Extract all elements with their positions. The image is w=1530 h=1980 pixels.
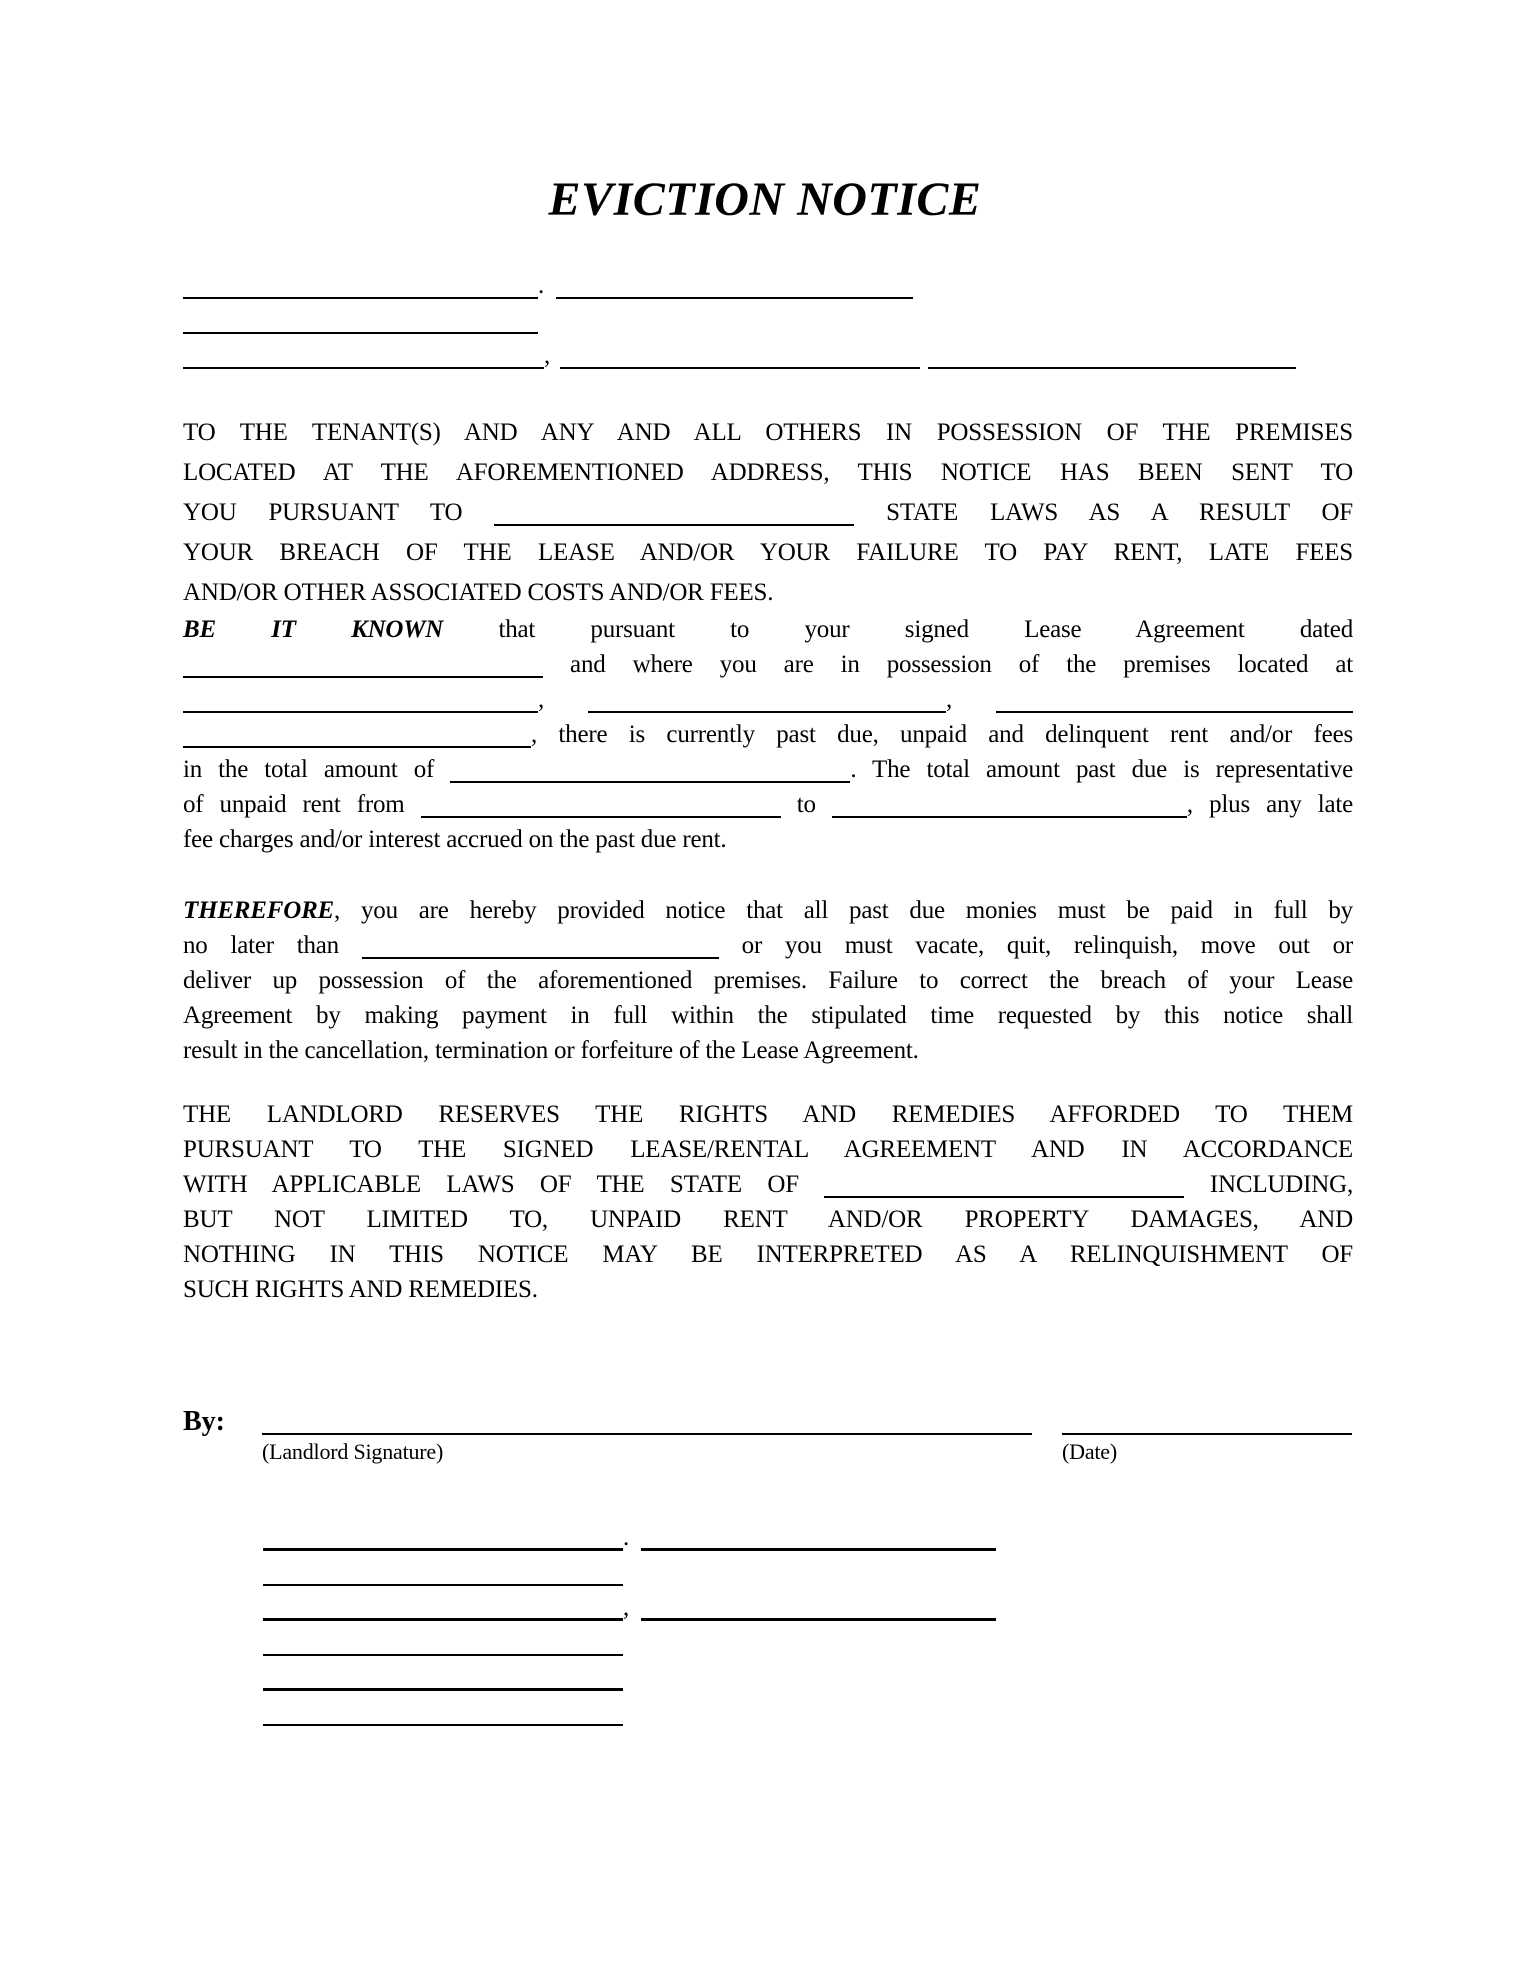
blank-field[interactable] bbox=[560, 367, 920, 369]
text-segment: Agreement by making payment in full within the stipulated time requested by this notice shall bbox=[183, 1002, 1353, 1029]
fill-in-row bbox=[183, 338, 1353, 373]
blank-field[interactable] bbox=[263, 1724, 623, 1726]
date-area bbox=[1062, 1405, 1352, 1465]
text-line bbox=[183, 647, 1353, 682]
blank-field[interactable] bbox=[183, 297, 538, 299]
blank-field[interactable] bbox=[996, 711, 1353, 713]
blank-field[interactable] bbox=[263, 1618, 623, 1621]
blank-field[interactable] bbox=[263, 1548, 623, 1551]
text-segment: INCLUDING, bbox=[1184, 1171, 1353, 1198]
blank-field[interactable] bbox=[183, 711, 538, 713]
blank-field[interactable] bbox=[183, 746, 531, 748]
blank-field[interactable] bbox=[183, 367, 544, 369]
blank-field[interactable] bbox=[183, 332, 538, 334]
text-line bbox=[183, 1167, 1353, 1202]
fill-in-row bbox=[183, 268, 1353, 303]
addressee-fill-in-block bbox=[183, 268, 1353, 373]
text-segment: no later than bbox=[183, 932, 362, 959]
signature-block bbox=[183, 1405, 1353, 1465]
emphasized-phrase: THEREFORE bbox=[183, 897, 335, 924]
text-segment: or you must vacate, quit, relinquish, move out or bbox=[718, 932, 1353, 959]
landlord-signature-area bbox=[262, 1405, 1032, 1465]
fill-in-row bbox=[263, 1590, 1353, 1625]
blank-field[interactable] bbox=[588, 711, 946, 713]
paragraph-notice-to-tenant bbox=[183, 413, 1353, 613]
landlord-signature-line[interactable] bbox=[262, 1405, 1032, 1435]
text-line bbox=[183, 1202, 1353, 1237]
text-segment: SUCH RIGHTS AND REMEDIES. bbox=[183, 1276, 538, 1303]
text-line bbox=[183, 1097, 1353, 1132]
text-line bbox=[183, 413, 1353, 453]
text-segment: and where you are in possession of the premises located at bbox=[543, 651, 1353, 678]
text-segment: YOU PURSUANT TO bbox=[183, 499, 495, 526]
fill-in-row bbox=[263, 1520, 1353, 1555]
text-segment: , plus any late bbox=[1186, 791, 1353, 818]
text-segment: deliver up possession of the aforementioned premises. Failure to correct the breach of your Lease bbox=[183, 967, 1353, 994]
date-label: (Date) bbox=[1062, 1439, 1117, 1464]
emphasized-phrase: BE IT KNOWN bbox=[183, 616, 444, 643]
text-segment: in the total amount of bbox=[183, 756, 451, 783]
text-segment: WITH APPLICABLE LAWS OF THE STATE OF bbox=[183, 1171, 825, 1198]
text-line bbox=[183, 998, 1353, 1033]
blank-field[interactable] bbox=[641, 1548, 996, 1551]
text-segment: STATE LAWS AS A RESULT OF bbox=[854, 499, 1353, 526]
landlord-address-fill-in-block bbox=[263, 1520, 1353, 1730]
text-segment: , bbox=[544, 342, 551, 369]
blank-field[interactable] bbox=[450, 781, 850, 783]
text-segment: PURSUANT TO THE SIGNED LEASE/RENTAL AGREEMENT AND IN ACCORDANCE bbox=[183, 1136, 1353, 1163]
text-line bbox=[183, 1272, 1353, 1307]
fill-in-row bbox=[263, 1625, 1353, 1660]
text-segment: , you are hereby provided notice that all past due monies must be paid in full by bbox=[334, 897, 1353, 924]
text-segment: LOCATED AT THE AFOREMENTIONED ADDRESS, THIS NOTICE HAS BEEN SENT TO bbox=[183, 459, 1353, 486]
text-segment: BUT NOT LIMITED TO, UNPAID RENT AND/OR PROPERTY DAMAGES, AND bbox=[183, 1206, 1353, 1233]
blank-field[interactable] bbox=[494, 524, 854, 526]
text-segment: . bbox=[623, 1524, 630, 1551]
blank-field[interactable] bbox=[263, 1584, 623, 1586]
text-line bbox=[183, 787, 1353, 822]
text-line bbox=[183, 573, 1353, 613]
text-segment: , bbox=[623, 1594, 630, 1621]
blank-field[interactable] bbox=[183, 676, 543, 678]
text-line bbox=[183, 893, 1353, 928]
text-line bbox=[183, 682, 1353, 717]
blank-field[interactable] bbox=[362, 957, 719, 959]
text-line bbox=[183, 1033, 1353, 1068]
text-segment: THE LANDLORD RESERVES THE RIGHTS AND REMEDIES AFFORDED TO THEM bbox=[183, 1101, 1353, 1128]
text-segment: result in the cancellation, termination or forfeiture of the Lease Agreement. bbox=[183, 1037, 919, 1064]
text-line bbox=[183, 453, 1353, 493]
text-line bbox=[183, 963, 1353, 998]
text-line bbox=[183, 822, 1353, 857]
date-line[interactable] bbox=[1062, 1405, 1352, 1435]
blank-field[interactable] bbox=[263, 1688, 623, 1691]
fill-in-row bbox=[263, 1555, 1353, 1590]
text-line bbox=[183, 717, 1353, 752]
text-segment: , bbox=[946, 686, 996, 713]
text-segment: that pursuant to your signed Lease Agreement dated bbox=[443, 616, 1353, 643]
text-line bbox=[183, 612, 1353, 647]
blank-field[interactable] bbox=[421, 816, 781, 818]
fill-in-row bbox=[263, 1660, 1353, 1695]
text-segment: . The total amount past due is representative bbox=[850, 756, 1354, 783]
text-segment: AND/OR OTHER ASSOCIATED COSTS AND/OR FEES. bbox=[183, 579, 774, 606]
text-line bbox=[183, 752, 1353, 787]
fill-in-row bbox=[263, 1695, 1353, 1730]
text-line bbox=[183, 493, 1353, 533]
paragraph-therefore bbox=[183, 893, 1353, 1068]
blank-field[interactable] bbox=[556, 297, 913, 299]
blank-field[interactable] bbox=[641, 1618, 996, 1621]
text-line bbox=[183, 533, 1353, 573]
text-line bbox=[183, 1237, 1353, 1272]
fill-in-row bbox=[183, 303, 1353, 338]
text-segment: . bbox=[538, 272, 545, 299]
paragraph-be-it-known bbox=[183, 612, 1353, 857]
paragraph-landlord-rights bbox=[183, 1097, 1353, 1307]
text-segment: , bbox=[538, 686, 588, 713]
text-segment: NOTHING IN THIS NOTICE MAY BE INTERPRETED AS A RELINQUISHMENT OF bbox=[183, 1241, 1353, 1268]
blank-field[interactable] bbox=[263, 1654, 623, 1656]
text-line bbox=[183, 1132, 1353, 1167]
document-title: EVICTION NOTICE bbox=[548, 173, 982, 226]
landlord-signature-label: (Landlord Signature) bbox=[262, 1439, 444, 1464]
text-segment: to bbox=[780, 791, 832, 818]
text-line bbox=[183, 928, 1353, 963]
by-label: By: bbox=[183, 1406, 225, 1437]
text-segment: of unpaid rent from bbox=[183, 791, 421, 818]
text-segment: YOUR BREACH OF THE LEASE AND/OR YOUR FAILURE TO PAY RENT, LATE FEES bbox=[183, 539, 1353, 566]
blank-field[interactable] bbox=[824, 1196, 1184, 1198]
text-segment: , there is currently past due, unpaid and delinquent rent and/or fees bbox=[531, 721, 1353, 748]
text-segment: TO THE TENANT(S) AND ANY AND ALL OTHERS IN POSSESSION OF THE PREMISES bbox=[183, 419, 1353, 446]
text-segment: fee charges and/or interest accrued on the past due rent. bbox=[183, 826, 727, 853]
blank-field[interactable] bbox=[832, 816, 1187, 818]
blank-field[interactable] bbox=[928, 367, 1296, 369]
